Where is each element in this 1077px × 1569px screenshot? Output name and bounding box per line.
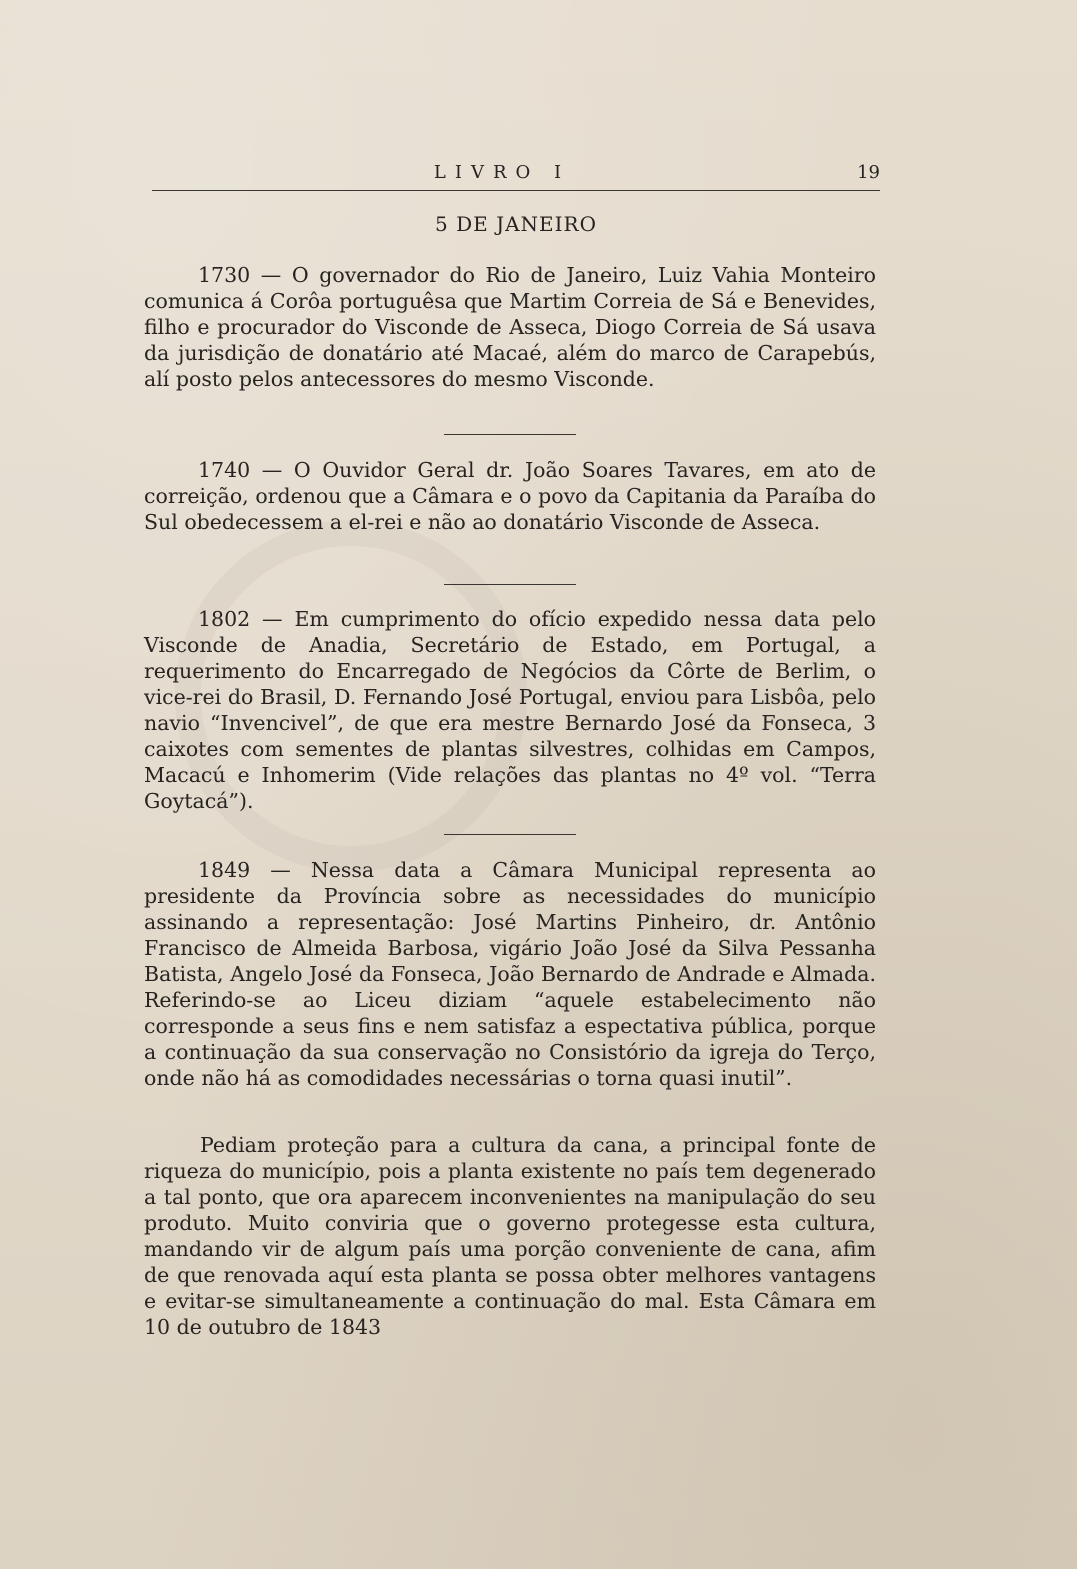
entry-1802: 1802 — Em cumprimento do ofício expedido nessa data pelo Visconde de Anadia, Secretário de Estado, em Portugal, a requerimento do Encarregado de Negócios da Côrte de Berlim, o vice-rei do Brasil, D. Fernando José Portugal, enviou para Lisbôa, pelo navio “Invencivel”, de que era mestre Bernardo José da Fonseca, 3 caixotes com sementes de plantas silvestres, colhidas em Campos, Macacú e Inhomerim (Vide relações das plantas no 4º vol. “Terra Goytacá”).	[144, 607, 876, 813]
separator-rule	[444, 584, 576, 585]
entry-1740: 1740 — O Ouvidor Geral dr. João Soares Tavares, em ato de correição, ordenou que a Câmara e o povo da Capitania da Paraíba do Sul obedecessem a el-rei e não ao donatário Visconde de Asseca.	[144, 458, 876, 534]
separator-rule	[444, 434, 576, 435]
separator-rule	[444, 834, 576, 835]
page-header	[152, 160, 880, 191]
section-title: 5 DE JANEIRO	[435, 212, 597, 236]
running-head: LIVRO I	[433, 162, 571, 183]
page-number: 19	[857, 162, 880, 183]
entry-1730: 1730 — O governador do Rio de Janeiro, Luiz Vahia Monteiro comunica á Corôa portuguêsa que Martim Correia de Sá e Benevides, filho e procurador do Visconde de Asseca, Diogo Correia de Sá usava da jurisdição de donatário até Macaé, além do marco de Carapebús, alí posto pelos antecessores do mesmo Visconde.	[144, 263, 876, 391]
entry-1849-continuation: Pediam proteção para a cultura da cana, a principal fonte de riqueza do município, pois a planta existente no país tem degenerado a tal ponto, que ora aparecem inconvenientes na manipulação do seu produto. Muito conviria que o governo protegesse esta cultura, mandando vir de algum país uma porção conveniente de cana, afim de que renovada aquí esta planta se possa obter melhores vantagens e evitar-se simultaneamente a continuação do mal. Esta Câmara em 10 de outubro de 1843	[144, 1133, 876, 1339]
entry-1849: 1849 — Nessa data a Câmara Municipal representa ao presidente da Província sobre as necessidades do município assinando a representação: José Martins Pinheiro, dr. Antônio Francisco de Almeida Barbosa, vigário João José da Silva Pessanha Batista, Angelo José da Fonseca, João Bernardo de Andrade e Almada. Referindo-se ao Liceu diziam “aquele estabelecimento não corresponde a seus fins e nem satisfaz a espectativa pública, porque a continuação da sua conservação no Consistório da igreja do Terço, onde não há as comodidades necessárias o torna quasi inutil”.	[144, 858, 876, 1090]
